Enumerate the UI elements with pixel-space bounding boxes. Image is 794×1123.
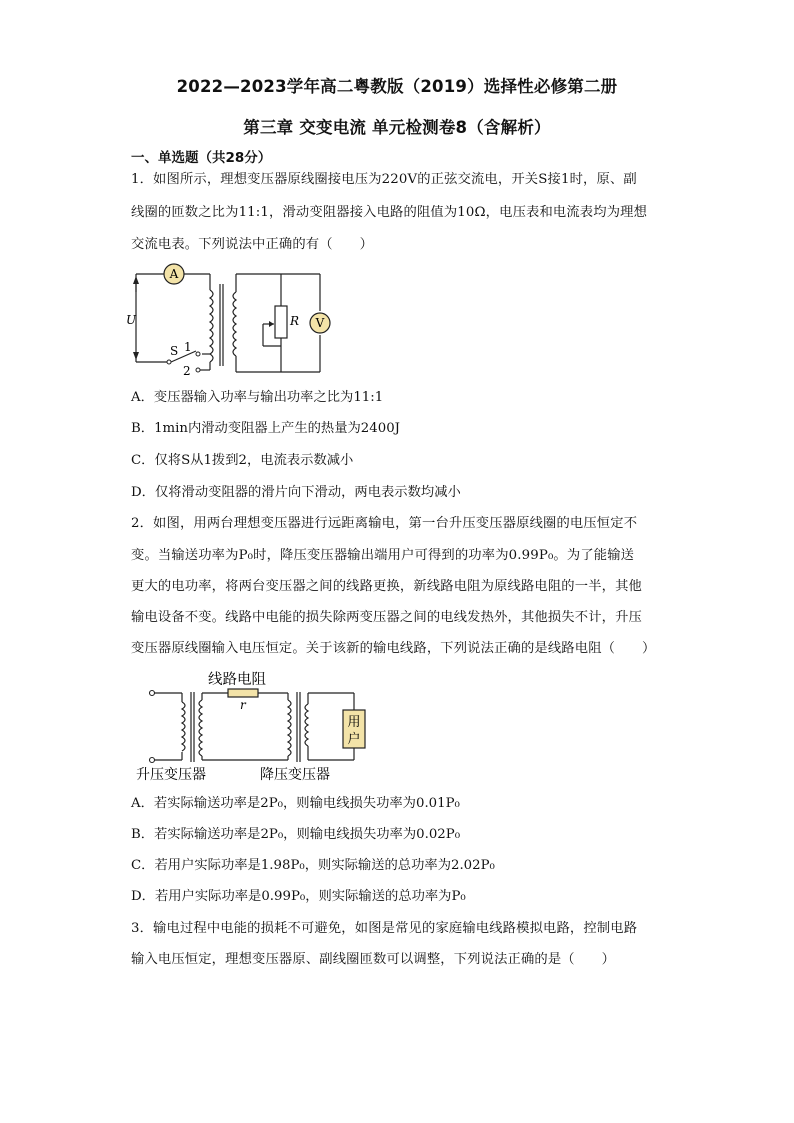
q2-line-4: 输电设备不变。线路中电能的损失除两变压器之间的电线发热外，其他损失不计，升压: [131, 610, 642, 625]
user-label-top: 用: [347, 715, 361, 730]
q2-transmission-diagram: [132, 664, 372, 786]
switch-position-2-label: 2: [183, 364, 191, 378]
document-title-line2: 第三章 交变电流 单元检测卷8（含解析）: [243, 118, 551, 137]
q1-circuit-diagram: [128, 262, 338, 380]
r-label: r: [240, 698, 246, 712]
section-heading: 一、单选题（共28分）: [131, 150, 272, 166]
q2-line-2: 变。当输送功率为P₀时，降压变压器输出端用户可得到的功率为0.99P₀。为了能输送: [131, 548, 635, 563]
line-resistor-symbol: [228, 689, 258, 697]
q1-line-3: 交流电表。下列说法中正确的有（ ）: [131, 237, 374, 252]
q2-option-b: B．若实际输送功率是2P₀，则输电线损失功率为0.02P₀: [131, 827, 461, 842]
q2-option-c: C．若用户实际功率是1.98P₀，则实际输送的总功率为2.02P₀: [131, 858, 495, 873]
q1-line-2: 线圈的匝数之比为11:1，滑动变阻器接入电路的阻值为10Ω，电压表和电流表均为理想: [131, 205, 648, 220]
ammeter-label: A: [169, 267, 179, 281]
rheostat-symbol: [275, 306, 287, 338]
q3-line-2: 输入电压恒定，理想变压器原、副线圈匝数可以调整，下列说法正确的是（ ）: [131, 952, 616, 967]
step-down-transformer-label: 降压变压器: [260, 767, 330, 783]
document-title-line1: 2022—2023学年高二粤教版（2019）选择性必修第二册: [176, 77, 618, 96]
user-label-bottom: 户: [347, 732, 361, 747]
line-resistance-label: 线路电阻: [208, 672, 266, 688]
q2-option-a: A．若实际输送功率是2P₀，则输电线损失功率为0.01P₀: [131, 796, 460, 811]
q2-line-1: 2．如图，用两台理想变压器进行远距离输电，第一台升压变压器原线圈的电压恒定不: [131, 516, 638, 531]
q2-line-5: 变压器原线圈输入电压恒定。关于该新的输电线路，下列说法正确的是线路电阻（ ）: [131, 641, 656, 656]
q1-option-a: A．变压器输入功率与输出功率之比为11:1: [131, 390, 384, 405]
resistor-label: R: [290, 314, 300, 328]
q1-option-b: B．1min内滑动变阻器上产生的热量为2400J: [131, 421, 400, 436]
switch-position-1-label: 1: [184, 340, 192, 354]
voltmeter-label: V: [315, 316, 325, 330]
q1-line-1: 1．如图所示，理想变压器原线圈接电压为220V的正弦交流电，开关S接1时，原、副: [131, 172, 637, 187]
q2-option-d: D．若用户实际功率是0.99P₀，则实际输送的总功率为P₀: [131, 889, 466, 904]
q3-line-1: 3．输电过程中电能的损耗不可避免，如图是常见的家庭输电线路模拟电路，控制电路: [131, 921, 638, 936]
switch-label: S: [170, 344, 179, 358]
q1-option-c: C．仅将S从1拨到2，电流表示数减小: [131, 453, 354, 468]
voltage-label: U: [126, 313, 137, 327]
step-up-transformer-label: 升压变压器: [136, 767, 206, 783]
q2-line-3: 更大的电功率，将两台变压器之间的线路更换，新线路电阻为原线路电阻的一半，其他: [131, 579, 642, 594]
q1-option-d: D．仅将滑动变阻器的滑片向下滑动，两电表示数均减小: [131, 485, 461, 500]
